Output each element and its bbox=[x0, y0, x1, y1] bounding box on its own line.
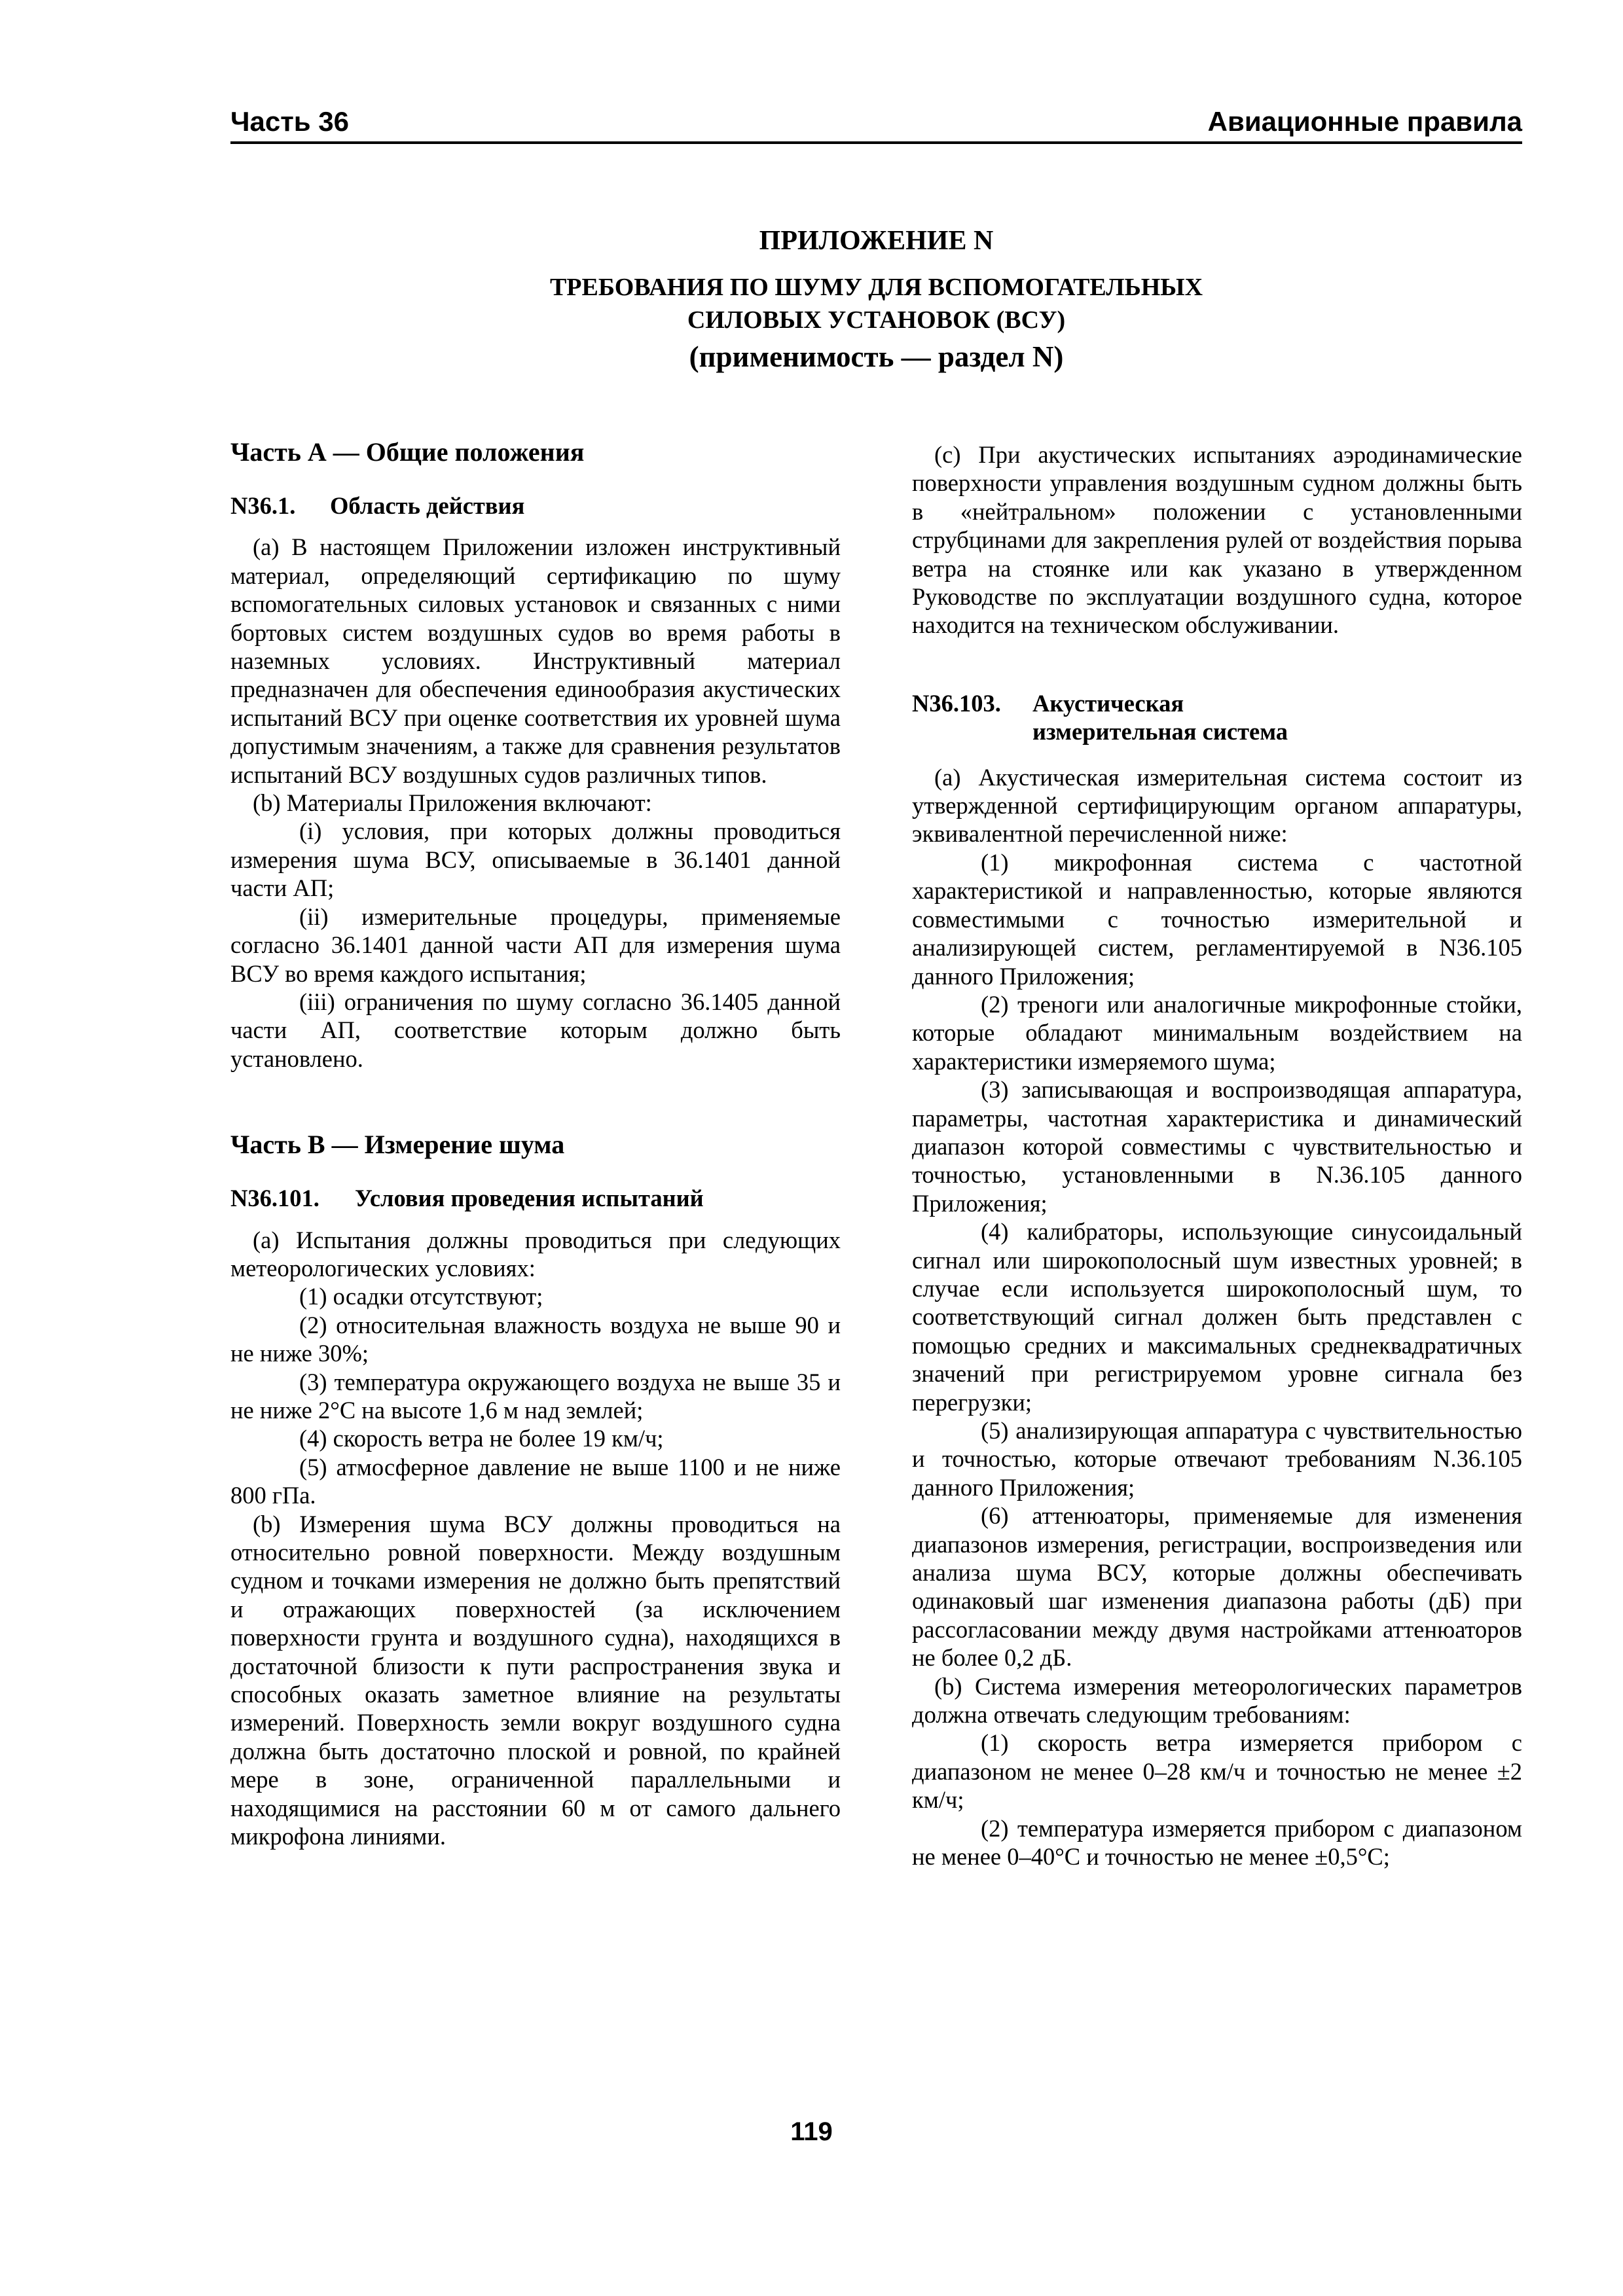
running-header-title: Авиационные правила bbox=[1207, 106, 1522, 137]
system-item-1: (1) микрофонная система с частотной характеристикой и направленностью, которые являются совместимыми с точностью измерительной и анализирующей систем, регламентируемой в N36.105 данного Приложения; bbox=[912, 848, 1522, 990]
applicability-note: (применимость — раздел N) bbox=[689, 340, 1064, 373]
system-item-5: (5) анализирующая аппаратура с чувствительностью и точностью, которые отвечают требованиям N.36.105 данного Приложения; bbox=[912, 1417, 1522, 1501]
appendix-title-block bbox=[230, 223, 1522, 377]
section-number: N36.101. bbox=[230, 1185, 319, 1212]
meteo-item-2: (2) температура измеряется прибором с диапазоном не менее 0–40°С и точностью не менее ±0,5°С; bbox=[912, 1814, 1522, 1871]
section-title: Область действия bbox=[330, 492, 525, 519]
right-column bbox=[912, 435, 1522, 1871]
paragraph-b-surface: (b) Измерения шума ВСУ должны проводиться на относительно ровной поверхности. Между воздушным судном и точками измерения не должно быть препятствий и отражающих поверхностей (за исключением поверхности грунта и воздушного судна), находящихся в достаточной близости к пути распространения звука и способных оказать заметное влияние на результаты измерений. Поверхность земли вокруг воздушного судна должна быть достаточно плоской и ровной, по крайней мере в зоне, ограниченной параллельными и находящимися на расстоянии 60 м от самого дальнего микрофона линиями. bbox=[230, 1510, 841, 1850]
section-n36-101-heading bbox=[230, 1184, 841, 1212]
running-header-part: Часть 36 bbox=[230, 106, 350, 137]
list-item-ii: (ii) измерительные процедуры, применяемые согласно 36.1401 данной части АП для измерения шума ВСУ во время каждого испытания; bbox=[230, 903, 841, 987]
appendix-subtitle-line1: ТРЕБОВАНИЯ ПО ШУМУ ДЛЯ ВСПОМОГАТЕЛЬНЫХ bbox=[549, 274, 1203, 301]
system-item-2: (2) треноги или аналогичные микрофонные стойки, которые обладают минимальным воздействием на характеристики измеряемого шума; bbox=[912, 990, 1522, 1075]
paragraph-c-control-surfaces: (c) При акустических испытаниях аэродинамические поверхности управления воздушным судном должны быть в «нейтральном» положении с установленными струбцинами для закрепления рулей от воздействия порыва ветра на стоянке или как указано в утвержденном Руководстве по эксплуатации воздушного судна, которое находится на техническом обслуживании. bbox=[912, 441, 1522, 639]
condition-1: (1) осадки отсутствуют; bbox=[299, 1283, 543, 1310]
condition-4: (4) скорость ветра не более 19 км/ч; bbox=[299, 1425, 664, 1452]
list-item-iii: (iii) ограничения по шуму согласно 36.1405 данной части АП, соответствие которым должно быть установлено. bbox=[230, 988, 841, 1072]
system-item-3: (3) записывающая и воспроизводящая аппаратура, параметры, частотная характеристика и динамический диапазон которой совместимы с чувствительностью и точностью, установленными в N.36.105 данного Приложения; bbox=[912, 1076, 1522, 1217]
part-a-heading: Часть А — Общие положения bbox=[230, 437, 585, 467]
section-number: N36.103. bbox=[912, 689, 1001, 717]
system-item-4: (4) калибраторы, использующие синусоидальный сигнал или широкополосный шум известных уровней; в случае если используется широкополосный шум, то соответствующий сигнал должен быть представлен с помощью средних и максимальных среднеквадратичных значений при регистрируемом уровне сигнала без перегрузки; bbox=[912, 1218, 1522, 1416]
page-number: 119 bbox=[790, 2117, 833, 2146]
section-title: Акустическая измерительная система bbox=[1032, 689, 1288, 745]
appendix-title: ПРИЛОЖЕНИЕ N bbox=[759, 226, 994, 256]
section-n36-1-heading bbox=[230, 492, 841, 520]
header-rule bbox=[230, 141, 1522, 144]
paragraph-b-meteo: (b) Система измерения метеорологических параметров должна отвечать следующим требованиям: bbox=[912, 1672, 1522, 1729]
appendix-subtitle-line2: СИЛОВЫХ УСТАНОВОК (ВСУ) bbox=[687, 306, 1066, 334]
system-item-6: (6) аттенюаторы, применяемые для изменения диапазонов измерения, регистрации, воспроизведения или анализа шума ВСУ, которые должны обеспечивать одинаковый шаг изменения диапазона работы (дБ) при рассогласовании между двумя настройками аттенюаторов не более 0,2 дБ. bbox=[912, 1502, 1522, 1672]
paragraph-a-scope: (a) В настоящем Приложении изложен инструктивный материал, определяющий сертификацию по шуму вспомогательных силовых установок и связанных с ними бортовых систем воздушных судов во время работы в наземных условиях. Инструктивный материал предназначен для обеспечения единообразия акустических испытаний ВСУ при оценке соответствия их уровней шума допустимым значениям, а также для сравнения результатов испытаний ВСУ воздушных судов различных типов. bbox=[230, 533, 841, 788]
section-n36-103-heading bbox=[912, 689, 1522, 746]
paragraph-a-conditions: (a) Испытания должны проводиться при следующих метеорологических условиях: bbox=[230, 1226, 841, 1282]
condition-3: (3) температура окружающего воздуха не выше 35 и не ниже 2°С на высоте 1,6 м над землей; bbox=[230, 1368, 841, 1424]
paragraph-a-system: (a) Акустическая измерительная система состоит из утвержденной сертифицирующим органом аппаратуры, эквивалентной перечисленной ниже: bbox=[912, 763, 1522, 848]
section-number: N36.1. bbox=[230, 492, 296, 519]
left-column bbox=[230, 435, 841, 1850]
paragraph-b-scope: (b) Материалы Приложения включают: bbox=[253, 789, 652, 817]
meteo-item-1: (1) скорость ветра измеряется прибором с диапазоном не менее 0–28 км/ч и точностью не менее ±2 км/ч; bbox=[912, 1729, 1522, 1814]
condition-5: (5) атмосферное давление не выше 1100 и не ниже 800 гПа. bbox=[230, 1453, 841, 1509]
list-item-i: (i) условия, при которых должны проводиться измерения шума ВСУ, описываемые в 36.1401 данной части АП; bbox=[230, 817, 841, 902]
section-title: Условия проведения испытаний bbox=[355, 1185, 704, 1212]
part-b-heading: Часть B — Измерение шума bbox=[230, 1130, 565, 1160]
condition-2: (2) относительная влажность воздуха не выше 90 и не ниже 30%; bbox=[230, 1311, 841, 1367]
